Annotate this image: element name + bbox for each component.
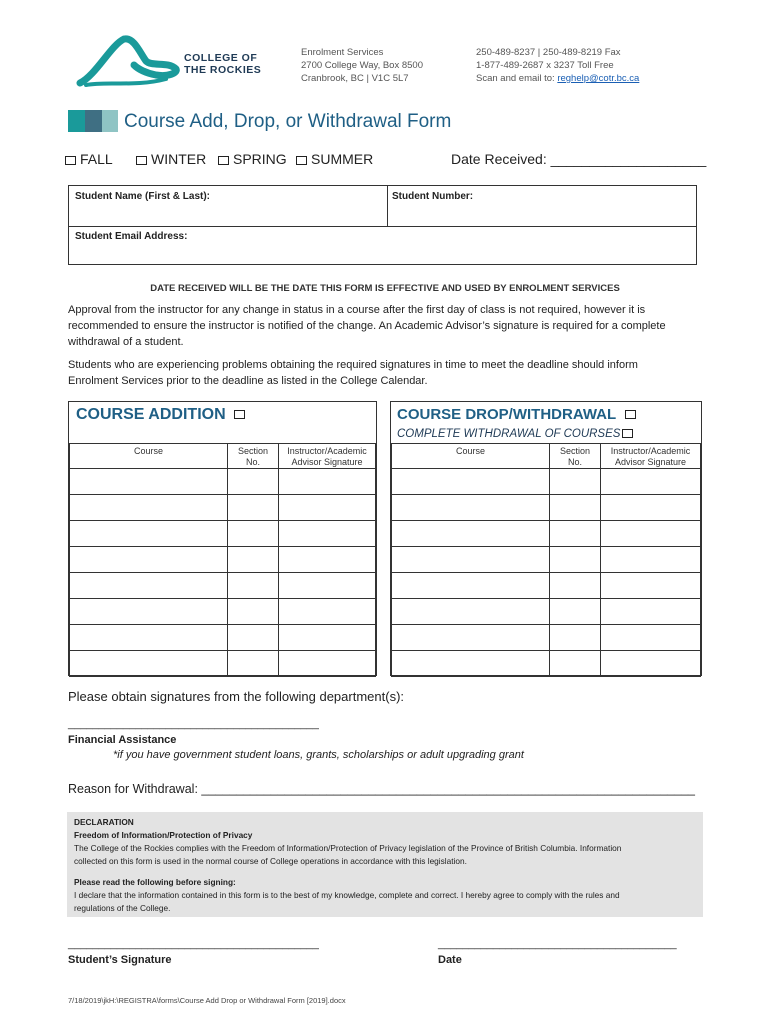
term-summer[interactable] bbox=[296, 151, 373, 167]
course-drop-label: COURSE DROP/WITHDRAWAL bbox=[397, 406, 617, 423]
student-signature-line[interactable]: _________________________________________ bbox=[68, 938, 319, 950]
course-addition-title bbox=[76, 406, 249, 424]
date-line[interactable]: _______________________________________ bbox=[438, 938, 677, 950]
student-email-field[interactable]: Student Email Address: bbox=[75, 231, 188, 242]
table-row[interactable] bbox=[392, 547, 701, 573]
term-label: SUMMER bbox=[311, 151, 374, 167]
table-row[interactable] bbox=[392, 469, 701, 495]
checkbox-icon[interactable] bbox=[65, 156, 76, 165]
title-band bbox=[68, 110, 118, 132]
notice-text: DATE RECEIVED WILL BE THE DATE THIS FORM IS EFFECTIVE AND USED BY ENROLMENT SERVICES bbox=[150, 283, 620, 294]
checkbox-icon[interactable] bbox=[136, 156, 147, 165]
paragraph-line: withdrawal of a student. bbox=[68, 336, 184, 348]
student-name-field[interactable]: Student Name (First & Last): bbox=[75, 191, 211, 202]
drop-table bbox=[391, 443, 701, 677]
table-row[interactable] bbox=[70, 573, 376, 599]
term-winter[interactable] bbox=[136, 151, 206, 167]
read-line: I declare that the information contained in this form is to the best of my knowledge, complete and correct. I hereby agree to comply with the rules and bbox=[74, 890, 620, 900]
table-row[interactable] bbox=[392, 599, 701, 625]
band-block bbox=[85, 110, 102, 132]
form-title: Course Add, Drop, or Withdrawal Form bbox=[124, 111, 452, 132]
signatures-prompt: Please obtain signatures from the following department(s): bbox=[68, 689, 405, 704]
contact-block bbox=[476, 46, 639, 85]
table-row[interactable] bbox=[70, 521, 376, 547]
paragraph-line: recommended to ensure the instructor is notified of the change. An Academic Advisor’s signature is required for a complete bbox=[68, 320, 666, 332]
read-heading: Please read the following before signing: bbox=[74, 877, 236, 887]
table-row[interactable] bbox=[70, 651, 376, 677]
course-drop-title bbox=[397, 406, 640, 424]
paragraph-line: Students who are experiencing problems obtaining the required signatures in time to meet the deadline should inform bbox=[68, 359, 638, 371]
checkbox-icon[interactable] bbox=[218, 156, 229, 165]
checkbox-icon[interactable] bbox=[296, 156, 307, 165]
table-row[interactable] bbox=[392, 651, 701, 677]
address-line: 2700 College Way, Box 8500 bbox=[301, 60, 423, 71]
term-fall[interactable] bbox=[65, 151, 113, 167]
date-label: Date bbox=[438, 954, 462, 966]
financial-assistance-note: *if you have government student loans, grants, scholarships or adult upgrading grant bbox=[113, 749, 524, 761]
address-block bbox=[301, 46, 423, 85]
table-row[interactable] bbox=[392, 625, 701, 651]
scan-label: Scan and email to: bbox=[476, 73, 555, 84]
reason-for-withdrawal[interactable]: Reason for Withdrawal: _______________________________________________________________________ bbox=[68, 782, 695, 796]
paragraph-line: Approval from the instructor for any change in status in a course after the first day of class is not required, however it is bbox=[68, 304, 646, 316]
term-label: FALL bbox=[80, 151, 113, 167]
approval-paragraph bbox=[68, 302, 708, 350]
college-logo bbox=[76, 35, 181, 91]
col-course: Course bbox=[70, 444, 228, 469]
student-signature-label: Student’s Signature bbox=[68, 954, 172, 966]
student-info-box bbox=[68, 185, 697, 265]
paragraph-line: Enrolment Services prior to the deadline as listed in the College Calendar. bbox=[68, 375, 428, 387]
complete-withdrawal-label: COMPLETE WITHDRAWAL OF COURSES bbox=[397, 428, 621, 440]
table-row[interactable] bbox=[392, 573, 701, 599]
foi-line: The College of the Rockies complies with the Freedom of Information/Protection of Privacy legislation of the Province of British Columbia. Information bbox=[74, 843, 622, 853]
logo-text bbox=[184, 52, 261, 76]
mountain-logo-icon bbox=[76, 35, 181, 91]
band-block bbox=[68, 110, 85, 132]
email-link[interactable]: reghelp@cotr.bc.ca bbox=[557, 73, 640, 84]
date-received[interactable]: Date Received: ____________________ bbox=[451, 151, 707, 167]
checkbox-icon[interactable] bbox=[234, 410, 245, 419]
department-signature-line[interactable]: _________________________________________ bbox=[68, 718, 319, 730]
logo-line-2: THE ROCKIES bbox=[184, 64, 262, 76]
phone-line: 250-489-8237 | 250-489-8219 Fax bbox=[476, 47, 621, 58]
address-line: Cranbrook, BC | V1C 5L7 bbox=[301, 73, 409, 84]
divider bbox=[387, 186, 388, 226]
financial-assistance-label: Financial Assistance bbox=[68, 734, 177, 746]
band-block bbox=[102, 110, 118, 132]
col-section: Section No. bbox=[228, 444, 279, 469]
foi-heading: Freedom of Information/Protection of Privacy bbox=[74, 830, 253, 840]
term-label: SPRING bbox=[233, 151, 287, 167]
foi-line: collected on this form is used in the normal course of College operations in accordance with this legislation. bbox=[74, 856, 467, 866]
read-line: regulations of the College. bbox=[74, 903, 171, 913]
table-row[interactable] bbox=[70, 599, 376, 625]
checkbox-icon[interactable] bbox=[625, 410, 636, 419]
term-spring[interactable] bbox=[218, 151, 287, 167]
addition-table bbox=[69, 443, 376, 677]
table-row[interactable] bbox=[70, 469, 376, 495]
table-row[interactable] bbox=[392, 495, 701, 521]
checkbox-icon[interactable] bbox=[622, 429, 633, 438]
declaration-box bbox=[67, 812, 703, 917]
divider bbox=[69, 226, 696, 227]
address-line: Enrolment Services bbox=[301, 47, 384, 58]
complete-withdrawal bbox=[397, 428, 637, 440]
col-course: Course bbox=[392, 444, 550, 469]
table-row[interactable] bbox=[392, 521, 701, 547]
table-row[interactable] bbox=[70, 547, 376, 573]
col-signature: Instructor/Academic Advisor Signature bbox=[601, 444, 701, 469]
deadline-paragraph bbox=[68, 357, 708, 389]
phone-line: 1-877-489-2687 x 3237 Toll Free bbox=[476, 60, 614, 71]
course-addition-label: COURSE ADDITION bbox=[76, 406, 226, 423]
col-section: Section No. bbox=[550, 444, 601, 469]
col-signature: Instructor/Academic Advisor Signature bbox=[279, 444, 376, 469]
table-row[interactable] bbox=[70, 625, 376, 651]
table-row[interactable] bbox=[70, 495, 376, 521]
footer-path: 7/18/2019\jkH:\REGISTRA\forms\Course Add Drop or Withdrawal Form [2019].docx bbox=[68, 996, 346, 1005]
logo-line-1: COLLEGE OF bbox=[184, 52, 258, 64]
term-label: WINTER bbox=[151, 151, 207, 167]
declaration-heading: DECLARATION bbox=[74, 817, 134, 827]
student-number-field[interactable]: Student Number: bbox=[392, 191, 474, 202]
